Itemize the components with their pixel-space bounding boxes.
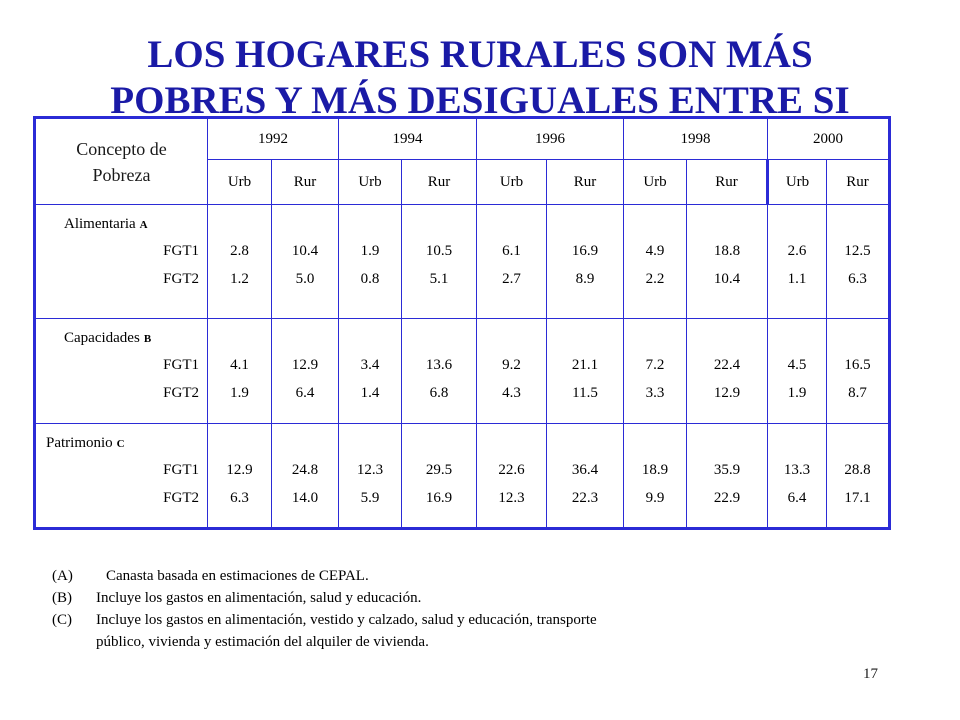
table-body	[35, 205, 890, 529]
value-cell	[339, 319, 402, 424]
fgt2-value: 22.3	[571, 490, 599, 506]
fgt1-value: 16.5	[844, 357, 871, 373]
fgt1-value: 18.8	[713, 243, 741, 259]
fgt2-value: 22.9	[713, 490, 741, 506]
area-header: Rur	[687, 160, 768, 205]
fgt1-value: 13.3	[783, 462, 811, 478]
fgt1-value: 29.5	[425, 462, 453, 478]
footnote	[52, 587, 597, 609]
group-row	[35, 319, 890, 424]
fgt2-value: 3.3	[645, 385, 665, 401]
footnotes	[52, 565, 597, 653]
group-tag: B	[143, 333, 152, 345]
group-tag: A	[139, 219, 148, 231]
fgt1-value: 22.4	[713, 357, 741, 373]
concept-header-line-1: Concepto de	[76, 138, 167, 159]
value-cell	[208, 424, 272, 529]
group-name	[36, 205, 207, 237]
group-name-text: Capacidades	[64, 330, 140, 346]
value-cell	[272, 424, 339, 529]
area-header: Urb	[624, 160, 687, 205]
group-row	[35, 424, 890, 529]
fgt2-value: 12.9	[713, 385, 741, 401]
fgt2-value: 6.4	[295, 385, 315, 401]
value-cell	[402, 424, 477, 529]
group-name-text: Alimentaria	[64, 216, 136, 232]
footnote-key: (A)	[52, 568, 73, 584]
value-cell	[827, 424, 890, 529]
fgt2-value: 2.2	[645, 271, 665, 287]
fgt2-value: 1.1	[787, 271, 807, 287]
page-title	[0, 32, 960, 124]
fgt1-value: 28.8	[844, 462, 871, 478]
area-header: Rur	[272, 160, 339, 205]
concept-header-line-2: Pobreza	[92, 164, 151, 185]
footnote-continuation: público, vivienda y estimación del alquiler de vivienda.	[96, 634, 429, 650]
fgt1-value: 12.9	[226, 462, 253, 478]
indicator-label: FGT2	[163, 271, 199, 287]
value-cell	[827, 319, 890, 424]
value-cell	[272, 205, 339, 319]
value-cell	[208, 205, 272, 319]
value-cell	[208, 319, 272, 424]
value-cell	[687, 319, 768, 424]
fgt2-value: 5.1	[429, 271, 449, 287]
area-header: Urb	[208, 160, 272, 205]
footnote	[52, 565, 597, 587]
fgt1-value: 2.8	[230, 243, 249, 259]
value-cell	[477, 319, 547, 424]
fgt1-value: 10.4	[291, 243, 319, 259]
value-cell	[687, 205, 768, 319]
page-number: 17	[863, 666, 878, 682]
value-cell	[402, 319, 477, 424]
group-row	[35, 205, 890, 319]
fgt2-value: 2.7	[502, 271, 521, 287]
footnote-text: Canasta basada en estimaciones de CEPAL.	[106, 568, 369, 584]
value-cell	[687, 424, 768, 529]
fgt2-value: 12.3	[498, 490, 525, 506]
title-line-2: POBRES Y MÁS DESIGUALES ENTRE SI	[110, 79, 850, 122]
fgt1-value: 35.9	[713, 462, 741, 478]
fgt2-value: 1.9	[787, 385, 807, 401]
value-cell	[768, 319, 827, 424]
fgt1-value: 12.5	[844, 243, 871, 259]
fgt1-value: 12.9	[291, 357, 319, 373]
poverty-table	[33, 116, 891, 530]
area-header: Urb	[339, 160, 402, 205]
indicator-label: FGT2	[163, 385, 199, 401]
value-cell	[624, 319, 687, 424]
value-cell	[547, 424, 624, 529]
area-header: Urb	[768, 160, 827, 205]
group-name	[36, 424, 207, 456]
fgt1-value: 7.2	[645, 357, 665, 373]
fgt2-value: 6.8	[429, 385, 449, 401]
indicator-label: FGT1	[163, 357, 199, 373]
year-header: 1998	[624, 118, 768, 160]
fgt1-value: 3.4	[360, 357, 380, 373]
fgt2-value: 10.4	[713, 271, 741, 287]
footnote-text: Incluye los gastos en alimentación, salud y educación.	[96, 590, 422, 606]
fgt1-value: 10.5	[425, 243, 453, 259]
fgt2-value: 8.7	[848, 385, 867, 401]
group-label-cell	[35, 205, 208, 319]
fgt2-value: 17.1	[844, 490, 871, 506]
fgt2-value: 6.3	[848, 271, 867, 287]
fgt2-value: 1.2	[230, 271, 249, 287]
title-line-1: LOS HOGARES RURALES SON MÁS	[147, 33, 813, 76]
value-cell	[402, 205, 477, 319]
value-cell	[768, 205, 827, 319]
fgt2-value: 8.9	[575, 271, 595, 287]
fgt2-value: 9.9	[645, 490, 665, 506]
value-cell	[827, 205, 890, 319]
value-cell	[339, 424, 402, 529]
fgt2-value: 0.8	[360, 271, 380, 287]
group-name	[36, 319, 207, 351]
value-cell	[768, 424, 827, 529]
value-cell	[477, 424, 547, 529]
fgt2-value: 16.9	[425, 490, 453, 506]
fgt1-value: 22.6	[498, 462, 525, 478]
fgt1-value: 16.9	[571, 243, 599, 259]
value-cell	[547, 205, 624, 319]
value-cell	[477, 205, 547, 319]
fgt2-value: 14.0	[291, 490, 319, 506]
fgt1-value: 2.6	[787, 243, 807, 259]
area-header: Rur	[402, 160, 477, 205]
fgt1-value: 18.9	[641, 462, 669, 478]
fgt2-value: 11.5	[572, 385, 598, 401]
value-cell	[339, 205, 402, 319]
area-header: Rur	[547, 160, 624, 205]
indicator-label: FGT1	[163, 462, 199, 478]
value-cell	[272, 319, 339, 424]
value-cell	[547, 319, 624, 424]
value-cell	[624, 205, 687, 319]
year-header: 1992	[208, 118, 339, 160]
group-label-cell	[35, 319, 208, 424]
fgt1-value: 4.5	[787, 357, 807, 373]
footnote-key: (B)	[52, 590, 72, 606]
fgt1-value: 9.2	[502, 357, 521, 373]
fgt2-value: 6.4	[787, 490, 807, 506]
fgt1-value: 4.9	[645, 243, 665, 259]
footnote-text: Incluye los gastos en alimentación, vestido y calzado, salud y educación, transporte	[96, 612, 597, 628]
footnote	[52, 609, 597, 631]
fgt1-value: 12.3	[356, 462, 384, 478]
value-cell	[624, 424, 687, 529]
fgt2-value: 5.9	[360, 490, 380, 506]
indicator-label: FGT2	[163, 490, 199, 506]
fgt2-value: 1.9	[230, 385, 249, 401]
year-header: 1996	[477, 118, 624, 160]
concept-header	[35, 118, 208, 205]
indicator-label: FGT1	[163, 243, 199, 259]
group-label-cell	[35, 424, 208, 529]
fgt2-value: 4.3	[502, 385, 521, 401]
fgt1-value: 1.9	[360, 243, 380, 259]
fgt1-value: 13.6	[425, 357, 453, 373]
fgt2-value: 5.0	[295, 271, 315, 287]
fgt1-value: 21.1	[571, 357, 599, 373]
fgt1-value: 24.8	[291, 462, 319, 478]
area-header: Urb	[477, 160, 547, 205]
fgt1-value: 36.4	[571, 462, 599, 478]
fgt2-value: 1.4	[360, 385, 380, 401]
area-header: Rur	[827, 160, 890, 205]
fgt1-value: 6.1	[502, 243, 521, 259]
year-header: 1994	[339, 118, 477, 160]
year-header: 2000	[768, 118, 890, 160]
group-name-text: Patrimonio	[46, 435, 113, 451]
fgt2-value: 6.3	[230, 490, 249, 506]
year-header-row	[35, 118, 890, 160]
fgt1-value: 4.1	[230, 357, 249, 373]
footnote-key: (C)	[52, 612, 72, 628]
group-tag: C	[116, 438, 125, 450]
